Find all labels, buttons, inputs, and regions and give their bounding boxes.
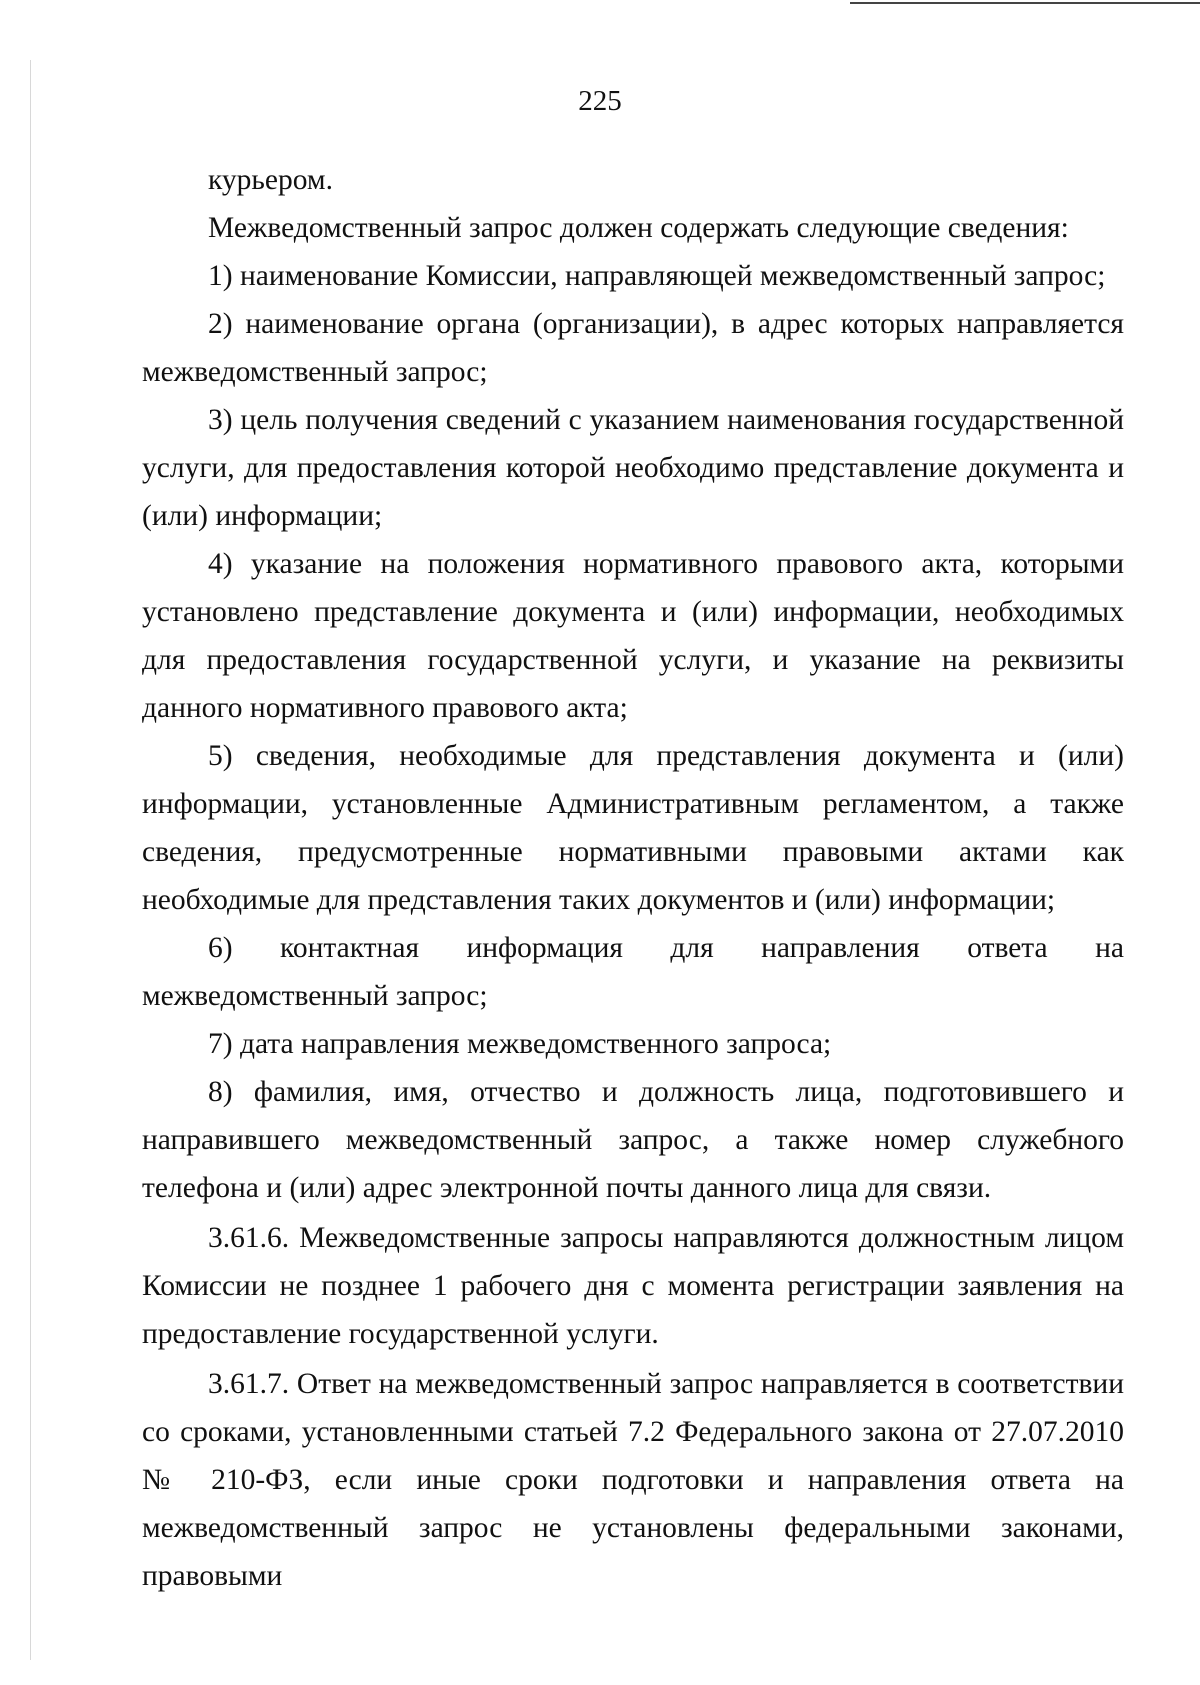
- list-item-2: 2) наименование органа (организации), в адрес которых направляется межведомственный запрос;: [142, 308, 1124, 388]
- paragraph-continuation: курьером.: [208, 164, 333, 196]
- clause-3-61-6: 3.61.6. Межведомственные запросы направляются должностным лицом Комиссии не позднее 1 рабочего дня с момента регистрации заявления на предоставление государственной услуги.: [142, 1222, 1124, 1350]
- document-body: [142, 156, 1124, 1600]
- list-item-3: 3) цель получения сведений с указанием наименования государственной услуги, для предоставления которой необходимо представление документа и (или) информации;: [142, 404, 1124, 532]
- list-item-4: 4) указание на положения нормативного правового акта, которыми установлено представление документа и (или) информации, необходимых для предоставления государственной услуги, и указание на реквизиты данного нормативного правового акта;: [142, 548, 1124, 724]
- list-item-5: 5) сведения, необходимые для представления документа и (или) информации, установленные Административным регламентом, а также сведения, предусмотренные нормативными правовыми актами как необходимые для представления таких документов и (или) информации;: [142, 740, 1124, 916]
- scan-top-rule: [850, 2, 1200, 4]
- list-item-1: 1) наименование Комиссии, направляющей межведомственный запрос;: [208, 260, 1106, 292]
- clause-3-61-7: 3.61.7. Ответ на межведомственный запрос направляется в соответствии со сроками, установленными статьей 7.2 Федерального закона от 27.07.2010 № 210-ФЗ, если иные сроки подготовки и направления ответа на межведомственный запрос не установлены федеральными законами, правовыми: [142, 1368, 1124, 1592]
- list-item-6: 6) контактная информация для направления ответа на межведомственный запрос;: [142, 932, 1124, 1012]
- page-number: 225: [578, 85, 622, 117]
- paragraph-request-intro: Межведомственный запрос должен содержать следующие сведения:: [208, 212, 1069, 244]
- scan-edge-line: [30, 60, 31, 1660]
- list-item-7: 7) дата направления межведомственного запроса;: [208, 1028, 832, 1060]
- list-item-8: 8) фамилия, имя, отчество и должность лица, подготовившего и направившего межведомственный запрос, а также номер служебного телефона и (или) адрес электронной почты данного лица для связи.: [142, 1076, 1124, 1204]
